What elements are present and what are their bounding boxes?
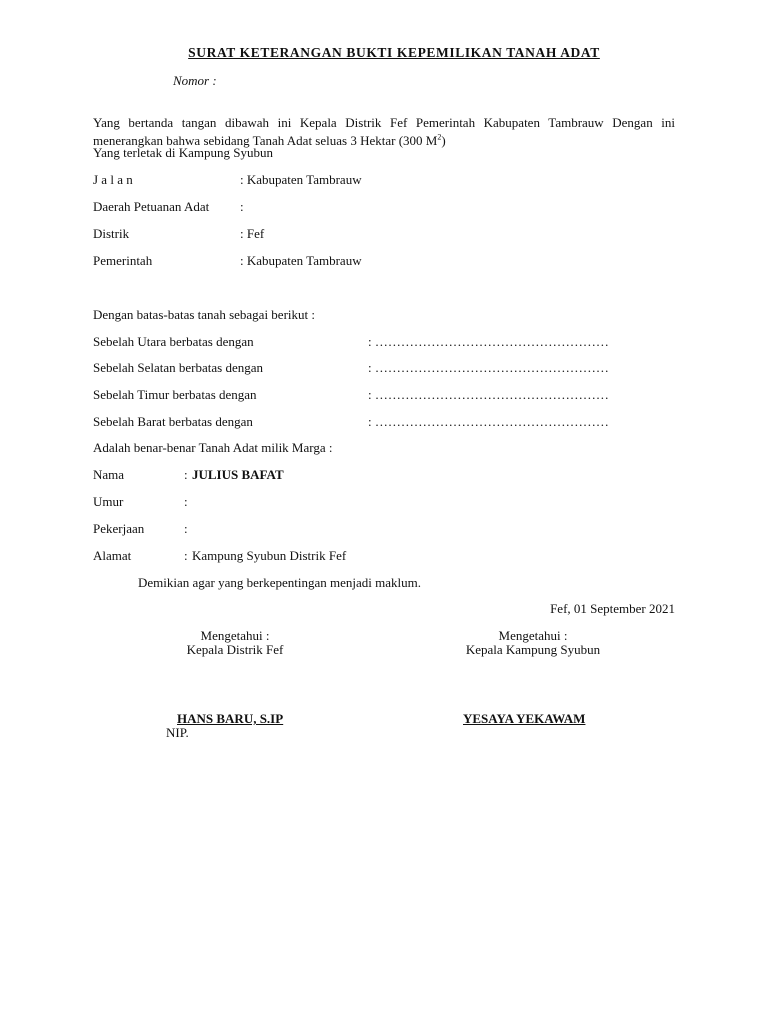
owner-job-label: Pekerjaan: [93, 521, 145, 536]
field-pemerintah-label: Pemerintah: [93, 253, 153, 268]
owner-age-label: Umur: [93, 494, 124, 509]
signatory-right-ack: Mengetahui :: [498, 628, 568, 643]
intro-text: Yang bertanda tangan dibawah ini Kepala Distrik Fef Pemerintah Kabupaten Tambrauw Dengan ini menerangkan bahwa sebidang Tanah Adat seluas 3 Hektar (300 M: [93, 115, 675, 148]
borders-intro: Dengan batas-batas tanah sebagai berikut :: [93, 307, 315, 322]
field-petuanan-value: :: [240, 199, 244, 214]
border-east-label: Sebelah Timur berbatas dengan: [93, 387, 257, 402]
signatory-right-name: YESAYA YEKAWAM: [463, 711, 586, 726]
signatory-left-nip: NIP.: [166, 725, 189, 740]
owner-address-value: Kampung Syubun Distrik Fef: [192, 548, 347, 563]
owner-name-label: Nama: [93, 467, 125, 482]
owner-address-label: Alamat: [93, 548, 132, 563]
field-distrik-value: : Fef: [240, 226, 265, 241]
closing-statement: Demikian agar yang berkepentingan menjadi maklum.: [138, 575, 422, 590]
owner-job-colon: :: [184, 521, 188, 536]
border-north-label: Sebelah Utara berbatas dengan: [93, 334, 254, 349]
intro-end: ): [441, 132, 446, 148]
border-south-value: : ………………………………………………: [368, 360, 609, 375]
signatory-right-role: Kepala Kampung Syubun: [465, 642, 601, 657]
field-petuanan-label: Daerah Petuanan Adat: [93, 199, 210, 214]
owner-intro: Adalah benar-benar Tanah Adat milik Marga :: [93, 440, 333, 455]
signatory-left-ack: Mengetahui :: [200, 628, 270, 643]
intro-paragraph: [93, 114, 675, 149]
owner-age-colon: :: [184, 494, 188, 509]
intro-superscript: 2: [437, 132, 442, 142]
location-line: Yang terletak di Kampung Syubun: [93, 145, 273, 160]
nomor-label: Nomor :: [173, 73, 217, 88]
field-jalan-label: J a l a n: [93, 172, 133, 187]
owner-name-value: JULIUS BAFAT: [192, 467, 284, 482]
field-distrik-label: Distrik: [93, 226, 130, 241]
border-west-label: Sebelah Barat berbatas dengan: [93, 414, 253, 429]
signatory-left-name: HANS BARU, S.IP: [177, 711, 284, 726]
place-date: Fef, 01 September 2021: [550, 601, 675, 616]
field-pemerintah-value: : Kabupaten Tambrauw: [240, 253, 362, 268]
border-west-value: : ………………………………………………: [368, 414, 609, 429]
border-south-label: Sebelah Selatan berbatas dengan: [93, 360, 264, 375]
border-north-value: : ………………………………………………: [368, 334, 609, 349]
document-title: SURAT KETERANGAN BUKTI KEPEMILIKAN TANAH ADAT: [188, 45, 600, 60]
owner-name-colon: :: [184, 467, 188, 482]
border-east-value: : ………………………………………………: [368, 387, 609, 402]
signatory-left-role: Kepala Distrik Fef: [186, 642, 284, 657]
owner-address-colon: :: [184, 548, 188, 563]
field-jalan-value: : Kabupaten Tambrauw: [240, 172, 362, 187]
